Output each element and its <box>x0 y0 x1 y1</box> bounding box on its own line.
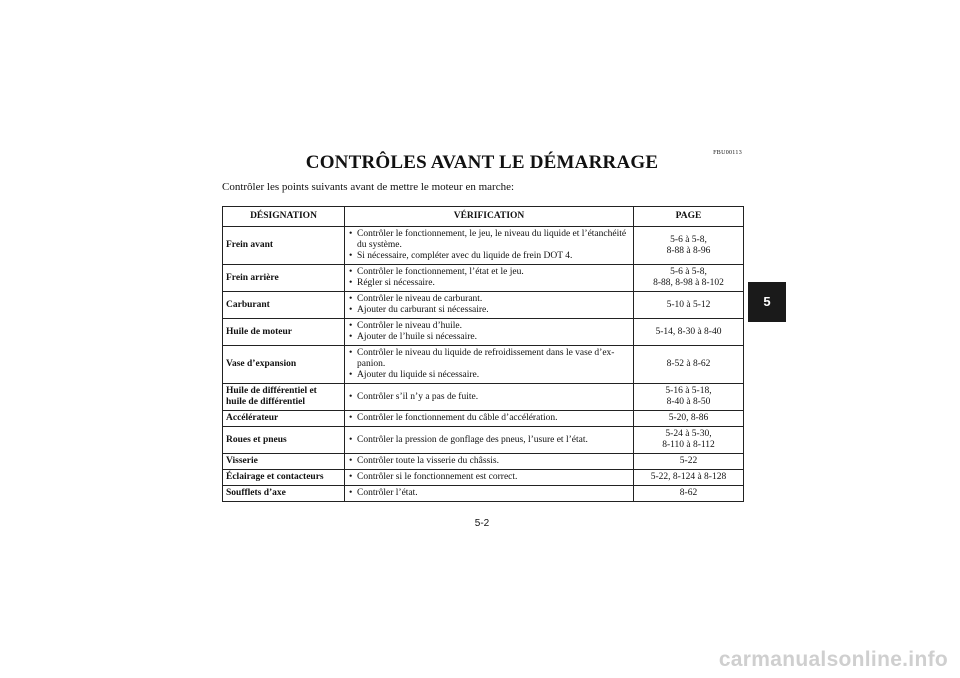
page-reference-cell: 5-20, 8-86 <box>634 411 744 427</box>
verification-list <box>348 413 630 424</box>
designation-cell: Huile de différentiel et huile de différentiel <box>223 384 345 411</box>
verification-cell <box>345 265 634 292</box>
verification-cell <box>345 319 634 346</box>
verification-cell <box>345 346 634 384</box>
table-row <box>223 265 744 292</box>
table-row <box>223 227 744 265</box>
table-row <box>223 427 744 454</box>
page-title: CONTRÔLES AVANT LE DÉMARRAGE <box>305 152 659 173</box>
table-row <box>223 384 744 411</box>
column-header-verification: VÉRIFICATION <box>345 207 634 227</box>
designation-cell: Frein avant <box>223 227 345 265</box>
verification-item: • Contrôler si le fonctionnement est correct. <box>348 472 630 483</box>
document-code: FBU00113 <box>713 150 742 156</box>
designation-cell: Vase d’expansion <box>223 346 345 384</box>
chapter-tab: 5 <box>748 282 786 322</box>
designation-cell: Soufflets d’axe <box>223 486 345 502</box>
page-reference-cell: 5-10 à 5-12 <box>634 292 744 319</box>
page-reference-cell: 5-14, 8-30 à 8-40 <box>634 319 744 346</box>
page-reference-cell: 5-16 à 5-18, 8-40 à 8-50 <box>634 384 744 411</box>
verification-item: • Régler si nécessaire. <box>348 278 630 289</box>
page-reference-cell: 5-24 à 5-30, 8-110 à 8-112 <box>634 427 744 454</box>
table-body <box>223 227 744 502</box>
verification-cell <box>345 292 634 319</box>
verification-item: • Contrôler le fonctionnement, l’état et le jeu. <box>348 267 630 278</box>
verification-item: • Contrôler le fonctionnement du câble d’accélération. <box>348 413 630 424</box>
verification-cell <box>345 454 634 470</box>
verification-item: • Ajouter du carburant si nécessaire. <box>348 305 630 316</box>
watermark: carmanualsonline.info <box>718 648 948 671</box>
pre-start-check-table <box>222 206 744 502</box>
page-reference-cell: 5-22 <box>634 454 744 470</box>
designation-cell: Roues et pneus <box>223 427 345 454</box>
verification-item: • Ajouter de l’huile si nécessaire. <box>348 332 630 343</box>
intro-text: Contrôler les points suivants avant de mettre le moteur en marche: <box>222 181 515 193</box>
column-header-designation: DÉSIGNATION <box>223 207 345 227</box>
page-reference-cell: 5-6 à 5-8, 8-88, 8-98 à 8-102 <box>634 265 744 292</box>
verification-item: • Contrôler le niveau d’huile. <box>348 321 630 332</box>
table-row <box>223 470 744 486</box>
verification-list <box>348 456 630 467</box>
designation-cell: Carburant <box>223 292 345 319</box>
verification-cell <box>345 427 634 454</box>
verification-list <box>348 348 630 381</box>
table-row <box>223 319 744 346</box>
verification-cell <box>345 470 634 486</box>
verification-list <box>348 229 630 262</box>
verification-item: • Contrôler le fonctionnement, le jeu, le niveau du liquide et l’étanchéité du système. <box>348 229 630 251</box>
verification-item: • Si nécessaire, compléter avec du liquide de frein DOT 4. <box>348 251 630 262</box>
page-reference-cell: 5-22, 8-124 à 8-128 <box>634 470 744 486</box>
verification-item: • Ajouter du liquide si nécessaire. <box>348 370 630 381</box>
page-reference-cell: 5-6 à 5-8, 8-88 à 8-96 <box>634 227 744 265</box>
table-row <box>223 454 744 470</box>
table-header-row <box>223 207 744 227</box>
designation-cell: Visserie <box>223 454 345 470</box>
verification-list <box>348 435 630 446</box>
verification-item: • Contrôler toute la visserie du châssis. <box>348 456 630 467</box>
verification-cell <box>345 227 634 265</box>
verification-list <box>348 294 630 316</box>
table-row <box>223 486 744 502</box>
table-row <box>223 346 744 384</box>
page-number: 5-2 <box>474 518 490 529</box>
verification-item: • Contrôler s’il n’y a pas de fuite. <box>348 392 630 403</box>
verification-cell <box>345 384 634 411</box>
designation-cell: Huile de moteur <box>223 319 345 346</box>
verification-cell <box>345 411 634 427</box>
verification-list <box>348 488 630 499</box>
designation-cell: Frein arrière <box>223 265 345 292</box>
designation-cell: Accélérateur <box>223 411 345 427</box>
table-row <box>223 411 744 427</box>
verification-list <box>348 321 630 343</box>
table-row <box>223 292 744 319</box>
verification-item: • Contrôler la pression de gonflage des pneus, l’usure et l’état. <box>348 435 630 446</box>
verification-cell <box>345 486 634 502</box>
verification-item: • Contrôler le niveau de carburant. <box>348 294 630 305</box>
page-reference-cell: 8-62 <box>634 486 744 502</box>
verification-list <box>348 267 630 289</box>
verification-item: • Contrôler l’état. <box>348 488 630 499</box>
page-reference-cell: 8-52 à 8-62 <box>634 346 744 384</box>
verification-list <box>348 392 630 403</box>
designation-cell: Éclairage et contacteurs <box>223 470 345 486</box>
verification-item: • Contrôler le niveau du liquide de refroidissement dans le vase d’ex-panion. <box>348 348 630 370</box>
column-header-page: PAGE <box>634 207 744 227</box>
verification-list <box>348 472 630 483</box>
